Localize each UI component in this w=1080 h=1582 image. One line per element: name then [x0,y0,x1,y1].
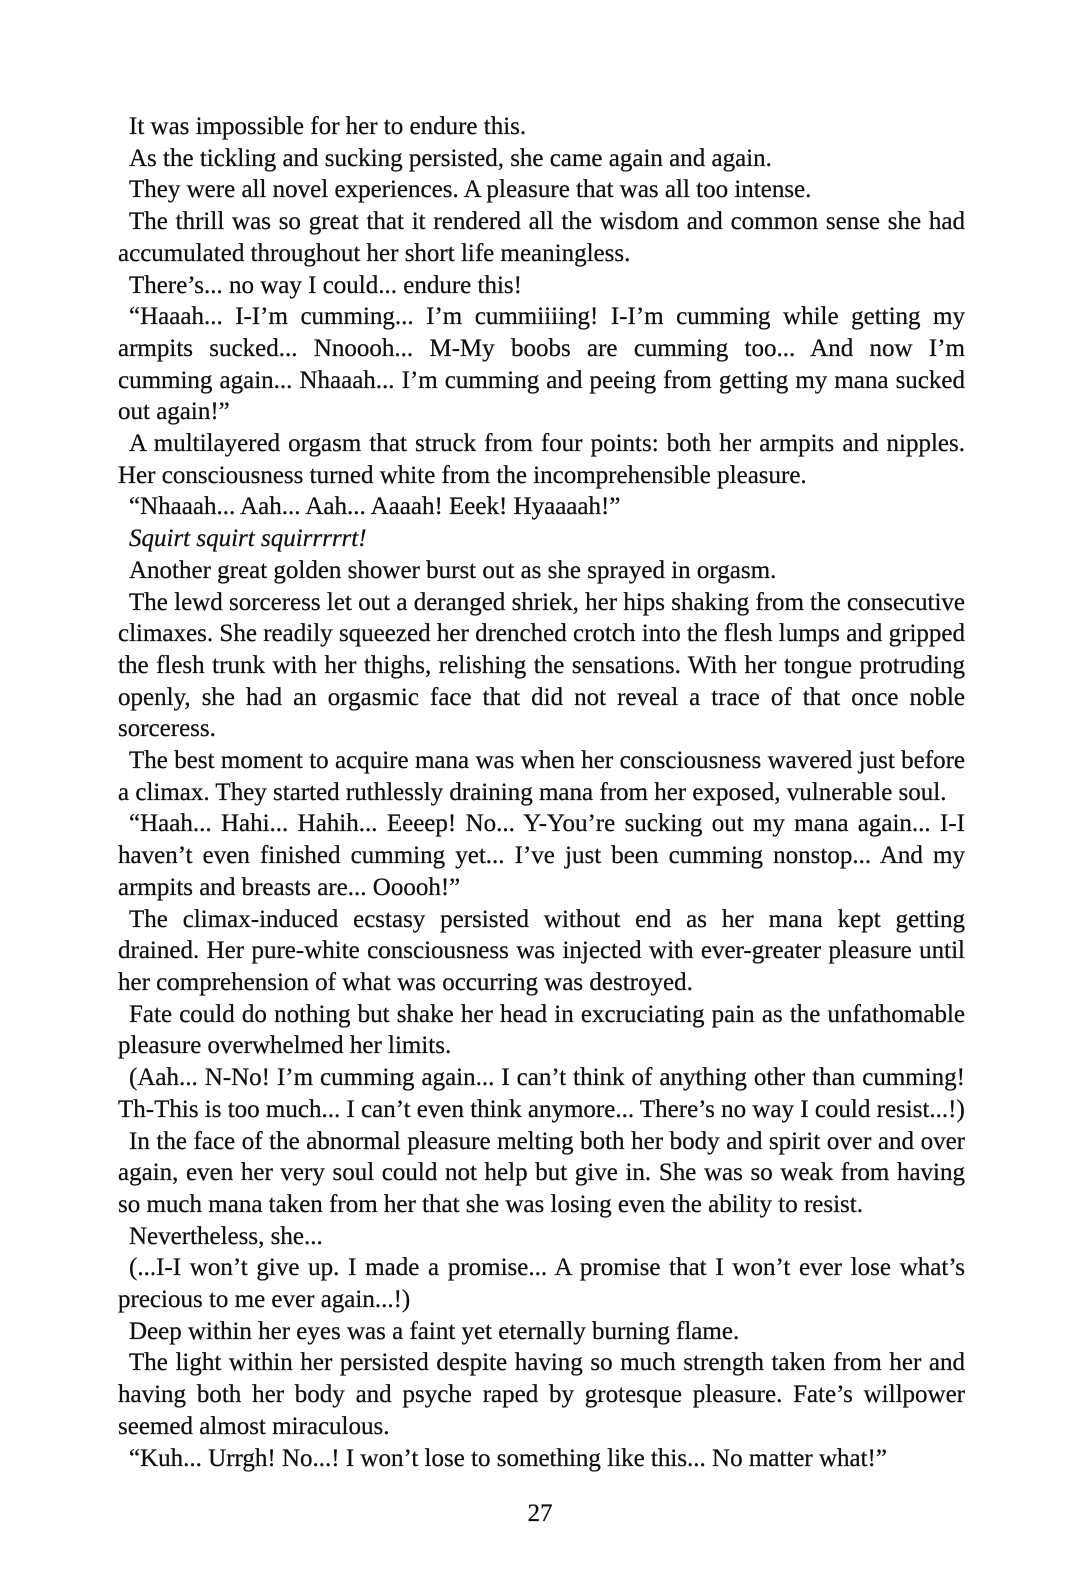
paragraph: As the tickling and sucking persisted, she came again and again. [129,144,772,172]
paragraph: Deep within her eyes was a faint yet eternally burning flame. [129,1317,740,1345]
paragraph: The thrill was so great that it rendered all the wisdom and common sense she had accumulated throughout her short life meaningless. [118,208,965,267]
paragraph: The light within her persisted despite having so much strength taken from her and having both her body and psyche raped by grotesque pleasure. Fate’s willpower seemed almost miraculous. [118,1349,965,1440]
paragraph-dialogue: “Haah... Hahi... Hahih... Eeeep! No... Y-You’re sucking out my mana again... I-I haven’t even finished cumming yet... I’ve just been cumming nonstop... And my armpits and breasts are... Ooooh!” [118,810,965,901]
paragraph: In the face of the abnormal pleasure melting both her body and spirit over and over again, even her very soul could not help but give in. She was so weak from having so much mana taken from her that she was losing even the ability to resist. [118,1127,965,1218]
page-number: 27 [527,1500,553,1527]
paragraph: Another great golden shower burst out as she sprayed in orgasm. [129,556,777,584]
paragraph: It was impossible for her to endure this. [129,113,527,140]
paragraph: Nevertheless, she... [129,1222,323,1250]
paragraph: The best moment to acquire mana was when her consciousness wavered just before a climax. They started ruthlessly draining mana from her exposed, vulnerable soul. [118,747,965,806]
paragraph-inner-thought: (Aah... N-No! I’m cumming again... I can’t think of anything other than cumming! Th-This is too much... I can’t even think anymore... There’s no way I could resist...!) [118,1064,965,1123]
page-text-block [118,111,965,1474]
paragraph: They were all novel experiences. A pleasure that was all too intense. [129,176,812,204]
paragraph-inner-thought: (...I-I won’t give up. I made a promise... A promise that I won’t ever lose what’s precious to me ever again...!) [118,1254,965,1314]
paragraph: There’s... no way I could... endure this! [129,271,522,299]
paragraph-sfx: Squirt squirt squirrrrrt! [129,525,367,553]
paragraph: The lewd sorceress let out a deranged shriek, her hips shaking from the consecutive climaxes. She readily squeezed her drenched crotch into the flesh lumps and gripped the flesh trunk with her thighs, relishing the sensations. With her tongue protruding openly, she had an orgasmic face that did not reveal a trace of that once noble sorceress. [118,588,965,743]
paragraph-dialogue: “Haaah... I-I’m cumming... I’m cummiiiing! I-I’m cumming while getting my armpits sucked... Nnoooh... M-My boobs are cumming too... And now I’m cumming again... Nhaaah... I’m cumming and peeing from getting my mana sucked out again!” [118,303,965,426]
paragraph: A multilayered orgasm that struck from four points: both her armpits and nipples. Her consciousness turned white from the incomprehensible pleasure. [118,430,965,489]
paragraph: The climax-induced ecstasy persisted without end as her mana kept getting drained. Her pure-white consciousness was injected with ever-greater pleasure until her comprehension of what was occurring was destroyed. [118,905,965,996]
paragraph-dialogue: “Kuh... Urrgh! No...! I won’t lose to something like this... No matter what!” [129,1444,887,1472]
paragraph: Fate could do nothing but shake her head in excruciating pain as the unfathomable pleasure overwhelmed her limits. [118,1000,965,1060]
paragraph-dialogue: “Nhaaah... Aah... Aah... Aaaah! Eeek! Hyaaaah!” [129,493,621,521]
